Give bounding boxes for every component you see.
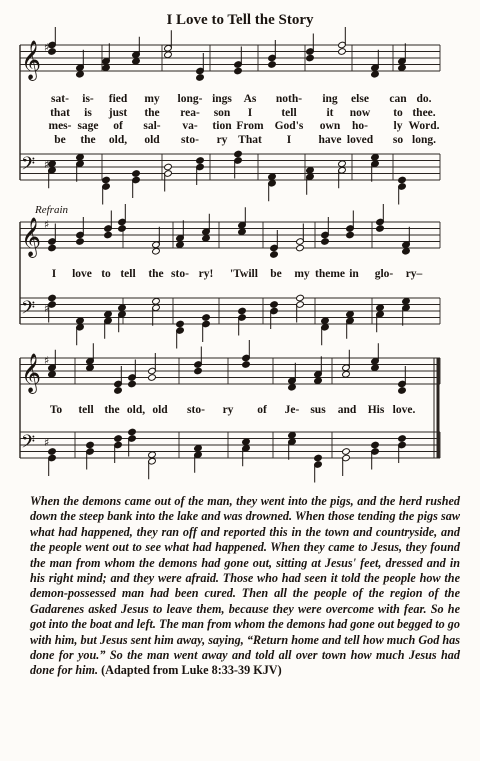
- lyric-syllable: Je-: [284, 404, 300, 416]
- notehead: [346, 231, 355, 239]
- lyric-syllable: 'Twill: [230, 268, 258, 280]
- scripture-passage: [30, 494, 460, 679]
- lyric-syllable: just: [108, 106, 128, 119]
- lyric-syllable: ry!: [198, 268, 214, 280]
- notehead: [152, 297, 161, 305]
- lyric-syllable: noth-: [275, 93, 303, 105]
- refrain-label: Refrain: [35, 204, 68, 216]
- lyric-syllable: loved: [346, 133, 374, 146]
- bass-clef-icon: 𝄢: [21, 432, 36, 457]
- lyric-syllable: tion: [212, 120, 232, 132]
- lyric-syllable: the: [80, 133, 96, 146]
- lyric-syllable: Word.: [408, 120, 440, 132]
- lyric-syllable: old: [152, 404, 168, 416]
- notehead: [371, 441, 380, 449]
- lyric-syllable: glo-: [374, 268, 394, 280]
- lyric-syllable: rea-: [180, 106, 200, 119]
- notehead: [86, 441, 95, 449]
- notehead: [371, 364, 380, 372]
- bass-clef-icon: 𝄢: [21, 298, 36, 323]
- notehead: [76, 70, 85, 78]
- notehead: [128, 428, 137, 436]
- lyric-syllable: ly: [393, 120, 403, 132]
- notehead: [176, 320, 185, 328]
- notehead: [242, 361, 251, 369]
- notehead: [148, 451, 157, 459]
- notehead: [288, 431, 297, 439]
- lyric-syllable: is: [84, 106, 92, 119]
- lyric-syllable: of: [113, 120, 123, 132]
- lyric-syllable: own: [319, 120, 341, 132]
- lyric-syllable: fied: [108, 93, 128, 105]
- notehead: [321, 238, 330, 246]
- lyric-syllable: sto-: [181, 133, 199, 146]
- key-signature-sharp-icon: ♯: [44, 218, 50, 231]
- lyric-syllable: That: [238, 133, 262, 146]
- notehead: [148, 374, 157, 382]
- treble-clef-icon: 𝄞: [21, 353, 42, 393]
- notehead: [321, 317, 330, 325]
- treble-clef-icon: 𝄞: [21, 217, 42, 257]
- lyric-syllable: can: [389, 93, 407, 105]
- lyric-syllable: so: [392, 133, 404, 146]
- lyric-syllable: have: [318, 133, 342, 146]
- notehead: [76, 317, 85, 325]
- notehead: [371, 70, 380, 78]
- lyric-syllable: my: [144, 93, 160, 105]
- notehead: [118, 304, 127, 312]
- lyric-syllable: tell: [78, 404, 94, 416]
- key-signature-sharp-icon: ♯: [44, 354, 50, 367]
- notehead: [48, 244, 57, 252]
- notehead: [114, 387, 123, 395]
- notehead: [76, 238, 85, 246]
- notehead: [202, 234, 211, 242]
- lyric-syllable: is-: [82, 93, 94, 105]
- notehead: [398, 176, 407, 184]
- lyric-syllable: From: [236, 120, 264, 132]
- lyric-syllable: it: [326, 106, 334, 119]
- lyric-syllable: sus: [310, 404, 326, 416]
- notehead: [238, 228, 247, 236]
- notehead: [338, 160, 347, 168]
- lyric-syllable: ry: [222, 404, 234, 416]
- notehead: [202, 314, 211, 322]
- notehead: [128, 380, 137, 388]
- lyric-syllable: tell: [120, 268, 136, 280]
- lyric-syllable: old: [144, 133, 160, 146]
- hymn-title: I Love to Tell the Story: [166, 12, 314, 28]
- lyric-syllable: the: [144, 106, 160, 119]
- lyric-syllable: do.: [416, 93, 432, 105]
- notehead: [118, 225, 127, 233]
- notehead: [270, 301, 279, 309]
- lyric-syllable: mes-: [48, 120, 72, 132]
- lyric-syllable: tell: [281, 106, 297, 119]
- notehead: [314, 454, 323, 462]
- lyric-syllable: ing: [322, 93, 338, 105]
- lyric-syllable: sat-: [51, 93, 69, 105]
- lyric-syllable: and: [337, 404, 357, 416]
- lyric-syllable: To: [49, 404, 63, 416]
- notehead: [132, 170, 141, 178]
- notehead: [314, 377, 323, 385]
- lyric-syllable: ho-: [352, 120, 368, 132]
- notehead: [102, 176, 111, 184]
- notehead: [398, 64, 407, 72]
- lyric-syllable: His: [367, 404, 385, 416]
- lyric-syllable: I: [51, 268, 57, 280]
- lyric-syllable: the: [148, 268, 164, 280]
- lyric-syllable: long-: [177, 93, 203, 105]
- lyric-syllable: of: [257, 404, 267, 416]
- notehead: [194, 444, 203, 452]
- notehead: [164, 163, 173, 171]
- lyric-syllable: old,: [108, 133, 128, 146]
- notehead: [376, 304, 385, 312]
- lyric-syllable: God's: [274, 120, 304, 132]
- notehead: [242, 438, 251, 446]
- lyric-syllable: to: [101, 268, 111, 280]
- notehead: [402, 297, 411, 305]
- notehead: [338, 48, 347, 56]
- lyric-syllable: in: [349, 268, 359, 280]
- notehead: [268, 61, 277, 69]
- lyric-syllable: love.: [392, 404, 416, 416]
- lyric-syllable: son: [213, 106, 231, 119]
- lyric-syllable: my: [294, 268, 310, 280]
- lyric-syllable: ry–: [405, 268, 423, 280]
- key-signature-sharp-icon: ♯: [44, 158, 50, 171]
- notehead: [342, 448, 351, 456]
- lyric-syllable: else: [351, 93, 369, 105]
- notehead: [196, 74, 205, 82]
- lyric-syllable: be: [270, 268, 282, 280]
- lyric-syllable: ings: [212, 93, 232, 105]
- notehead: [234, 67, 243, 75]
- notehead: [102, 64, 111, 72]
- key-signature-sharp-icon: ♯: [44, 41, 50, 54]
- notehead: [48, 370, 57, 378]
- treble-clef-icon: 𝄞: [21, 40, 42, 80]
- lyric-syllable: As: [243, 93, 257, 105]
- notehead: [296, 294, 305, 302]
- notehead: [402, 247, 411, 255]
- notehead: [238, 307, 247, 315]
- lyric-syllable: theme: [314, 268, 346, 280]
- key-signature-sharp-icon: ♯: [44, 302, 50, 315]
- lyric-syllable: sage: [77, 120, 99, 132]
- notehead: [306, 54, 315, 62]
- notehead: [104, 310, 113, 318]
- lyric-syllable: sto-: [171, 268, 189, 280]
- lyric-syllable: long.: [412, 133, 436, 146]
- notehead: [371, 153, 380, 161]
- notehead: [194, 367, 203, 375]
- notehead: [398, 435, 407, 443]
- lyric-syllable: that: [50, 106, 70, 119]
- notehead: [104, 231, 113, 239]
- notehead: [268, 173, 277, 181]
- bass-clef-icon: 𝄢: [21, 154, 36, 179]
- notehead: [296, 244, 305, 252]
- lyric-syllable: sal-: [143, 120, 161, 132]
- notehead: [114, 435, 123, 443]
- notehead: [152, 247, 161, 255]
- scripture-reference: (Adapted from Luke 8:33-39 KJV): [101, 663, 282, 678]
- notehead: [342, 370, 351, 378]
- lyric-syllable: now: [349, 106, 371, 119]
- lyric-syllable: va-: [182, 120, 198, 132]
- key-signature-sharp-icon: ♯: [44, 436, 50, 449]
- lyric-syllable: ry: [216, 133, 228, 146]
- lyric-syllable: to: [393, 106, 403, 119]
- lyric-syllable: thee.: [412, 106, 436, 119]
- notehead: [86, 364, 95, 372]
- lyric-syllable: I: [286, 133, 292, 146]
- notehead: [270, 251, 279, 259]
- lyric-syllable: the: [104, 404, 120, 416]
- notehead: [196, 157, 205, 165]
- notehead: [48, 294, 57, 302]
- notehead: [176, 241, 185, 249]
- notehead: [234, 150, 243, 158]
- lyric-syllable: love: [72, 268, 92, 280]
- notehead: [76, 153, 85, 161]
- passage-text: When the demons came out of the man, they went into the pigs, and the herd rushed down the steep bank into the lake and was drowned. When those tending the pigs saw what had happened, they ran off and reported this in the town and countryside, and the people went out to see what had happened. When they came to Jesus, they found the man from whom the demons had gone out, sitting at Jesus' feet, dressed and in his right mind; and they were afraid. Those who had seen it told the people how the demon-possessed man had been cured. Then all the people of the region of the Gadarenes asked Jesus to leave them, because they were overcome with fear. So he got into the boat and left. The man from whom the demons had gone out begged to go with him, but Jesus sent him away, saying, “Return home and tell how much God has done for you.” So the man went away and told all over town how much Jesus had done for him.: [30, 494, 460, 678]
- lyric-syllable: old,: [126, 404, 146, 416]
- notehead: [376, 225, 385, 233]
- lyric-syllable: be: [54, 133, 66, 146]
- notehead: [398, 387, 407, 395]
- notehead: [132, 57, 141, 65]
- lyric-syllable: sto-: [187, 404, 205, 416]
- notehead: [346, 310, 355, 318]
- notehead: [164, 51, 173, 59]
- notehead: [288, 383, 297, 391]
- notehead: [306, 166, 315, 174]
- lyric-syllable: I: [247, 106, 253, 119]
